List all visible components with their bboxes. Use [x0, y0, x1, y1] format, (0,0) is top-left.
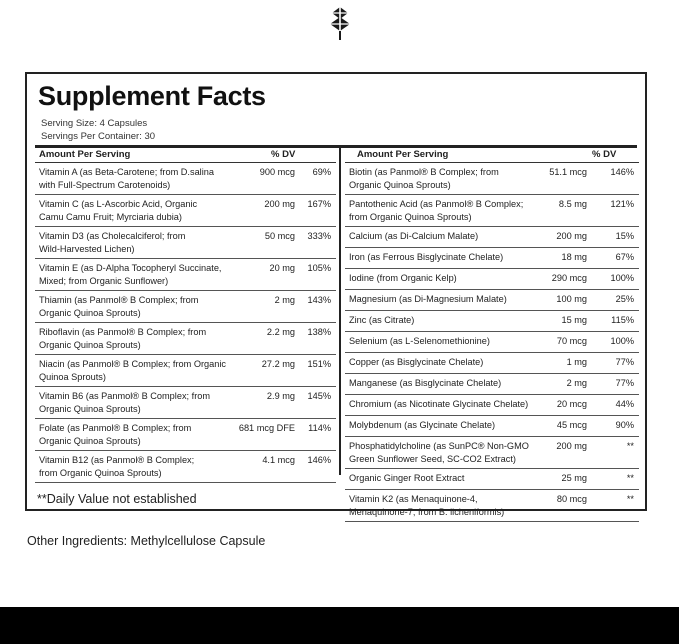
nutrient-row — [35, 227, 336, 259]
nutrient-name — [39, 390, 210, 416]
nutrient-dv: ** — [626, 494, 634, 504]
nutrient-dv: 44% — [615, 399, 634, 409]
nutrient-name-line2: Organic Quinoa Sprouts) — [349, 180, 451, 190]
nutrient-dv: 333% — [307, 231, 331, 241]
nutrient-row — [345, 469, 639, 490]
nutrient-name — [349, 335, 490, 348]
nutrient-amount: 70 mcg — [556, 336, 587, 346]
nutrient-row — [35, 419, 336, 451]
nutrient-name — [39, 198, 197, 224]
nutrient-row — [35, 291, 336, 323]
nutrient-row — [345, 227, 639, 248]
nutrient-row — [35, 451, 336, 483]
nutrient-dv: 15% — [615, 231, 634, 241]
nutrient-row — [345, 269, 639, 290]
nutrient-amount: 2.9 mg — [266, 391, 295, 401]
nutrient-name-line1: Biotin (as Panmol® B Complex; from — [349, 167, 499, 177]
nutrient-amount: 2 mg — [274, 295, 295, 305]
nutrient-name-line1: Vitamin C (as L-Ascorbic Acid, Organic — [39, 199, 198, 209]
nutrient-amount: 80 mcg — [556, 494, 587, 504]
nutrient-name-line1: Selenium (as L-Selenomethionine) — [349, 336, 490, 346]
leaf-logo-icon — [323, 4, 357, 42]
nutrient-row — [35, 387, 336, 419]
nutrient-amount: 200 mg — [556, 231, 587, 241]
nutrient-name — [349, 272, 457, 285]
nutrient-name — [349, 493, 504, 519]
nutrient-dv: 100% — [610, 336, 634, 346]
nutrient-row — [345, 163, 639, 195]
nutrient-name — [349, 166, 499, 192]
nutrient-amount: 51.1 mcg — [549, 167, 587, 177]
nutrient-name-line1: Vitamin K2 (as Menaquinone-4, — [349, 494, 478, 504]
nutrient-name-line1: Vitamin D3 (as Cholecalciferol; from — [39, 231, 186, 241]
nutrient-name-line1: Copper (as Bisglycinate Chelate) — [349, 357, 484, 367]
nutrient-name — [39, 230, 185, 256]
nutrient-row — [345, 195, 639, 227]
nutrient-dv: 146% — [610, 167, 634, 177]
nutrient-name-line2: Organic Quinoa Sprouts) — [39, 404, 141, 414]
left-column — [35, 148, 336, 483]
supplement-facts-panel — [25, 72, 647, 517]
servings-per-container: Servings Per Container: 30 — [41, 131, 156, 142]
nutrient-name — [39, 358, 226, 384]
left-column-header — [35, 148, 336, 163]
nutrient-name-line2: Mixed; from Organic Sunflower) — [39, 276, 169, 286]
nutrient-name — [349, 377, 501, 390]
amount-per-serving-header: Amount Per Serving — [39, 149, 131, 160]
nutrient-amount: 25 mg — [561, 473, 587, 483]
nutrient-name-line1: Niacin (as Panmol® B Complex; from Organic — [39, 359, 227, 369]
nutrient-row — [35, 259, 336, 291]
nutrient-dv: 143% — [307, 295, 331, 305]
nutrient-name-line1: Vitamin E (as D-Alpha Tocopheryl Succinate, — [39, 263, 222, 273]
other-ingredients: Other Ingredients: Methylcellulose Capsule — [27, 534, 266, 548]
nutrient-dv: 121% — [610, 199, 634, 209]
nutrient-amount: 2.2 mg — [266, 327, 295, 337]
nutrient-amount: 290 mcg — [551, 273, 587, 283]
nutrient-amount: 15 mg — [561, 315, 587, 325]
nutrient-name-line2: Quinoa Sprouts) — [39, 372, 106, 382]
dv-header: % DV — [271, 149, 296, 160]
nutrient-amount: 1 mg — [566, 357, 587, 367]
nutrient-name-line1: Zinc (as Citrate) — [349, 315, 415, 325]
nutrient-amount: 200 mg — [556, 441, 587, 451]
nutrient-dv: 114% — [308, 423, 331, 433]
right-column-header — [345, 148, 639, 163]
nutrient-name-line2: Wild-Harvested Lichen) — [39, 244, 135, 254]
nutrient-name-line2: Organic Quinoa Sprouts) — [39, 436, 141, 446]
nutrient-name-line1: Manganese (as Bisglycinate Chelate) — [349, 378, 502, 388]
nutrient-row — [345, 353, 639, 374]
nutrient-name — [349, 251, 503, 264]
nutrient-name-line1: Riboflavin (as Panmol® B Complex; from — [39, 327, 207, 337]
nutrient-name — [349, 398, 528, 411]
nutrient-name-line2: Organic Quinoa Sprouts) — [39, 308, 141, 318]
nutrient-dv: 167% — [307, 199, 331, 209]
nutrient-name — [39, 294, 198, 320]
nutrient-name-line2: Green Sunflower Seed, SC-CO2 Extract) — [349, 454, 516, 464]
nutrient-amount: 200 mg — [264, 199, 295, 209]
nutrient-dv: 146% — [307, 455, 331, 465]
nutrient-row — [345, 395, 639, 416]
nutrient-dv: 145% — [307, 391, 331, 401]
nutrient-dv: 77% — [615, 357, 634, 367]
nutrient-name-line2: with Full-Spectrum Carotenoids) — [39, 180, 171, 190]
nutrient-name — [349, 198, 523, 224]
nutrient-name — [39, 166, 214, 192]
column-divider — [339, 148, 341, 475]
nutrient-name-line2: Camu Camu Fruit; Myrciaria dubia) — [39, 212, 182, 222]
nutrient-amount: 18 mg — [561, 252, 587, 262]
nutrient-row — [345, 416, 639, 437]
nutrient-amount: 27.2 mg — [261, 359, 295, 369]
nutrient-dv: 90% — [615, 420, 634, 430]
nutrient-dv: 115% — [611, 315, 634, 325]
nutrient-amount: 4.1 mcg — [262, 455, 295, 465]
nutrient-name-line1: Iron (as Ferrous Bisglycinate Chelate) — [349, 252, 504, 262]
nutrient-dv: 151% — [307, 359, 331, 369]
nutrient-amount: 50 mcg — [264, 231, 295, 241]
nutrient-name-line1: Vitamin B6 (as Panmol® B Complex; from — [39, 391, 211, 401]
nutrient-amount: 100 mg — [556, 294, 587, 304]
nutrient-name-line1: Iodine (from Organic Kelp) — [349, 273, 457, 283]
nutrient-name-line2: from Organic Quinoa Sprouts) — [39, 468, 162, 478]
nutrient-name — [39, 422, 191, 448]
nutrient-row — [345, 332, 639, 353]
panel-title: Supplement Facts — [38, 81, 266, 111]
nutrient-name — [349, 472, 464, 485]
nutrient-amount: 45 mcg — [556, 420, 587, 430]
nutrient-name — [39, 326, 206, 352]
nutrient-name — [39, 262, 221, 288]
nutrient-name-line1: Phosphatidylcholine (as SunPC® Non-GMO — [349, 441, 529, 451]
nutrient-dv: 25% — [615, 294, 634, 304]
nutrient-amount: 8.5 mg — [558, 199, 587, 209]
nutrient-name-line1: Molybdenum (as Glycinate Chelate) — [349, 420, 496, 430]
nutrient-name — [349, 293, 507, 306]
nutrient-name — [349, 356, 483, 369]
dv-header: % DV — [592, 149, 617, 160]
nutrient-name-line2: Organic Quinoa Sprouts) — [39, 340, 141, 350]
nutrient-name-line2: from Organic Quinoa Sprouts) — [349, 212, 472, 222]
serving-size: Serving Size: 4 Capsules — [41, 118, 148, 129]
nutrient-name — [349, 230, 478, 243]
amount-per-serving-header: Amount Per Serving — [357, 149, 449, 160]
right-column — [345, 148, 639, 522]
nutrient-row — [345, 290, 639, 311]
nutrient-name — [39, 454, 194, 480]
nutrient-row — [345, 490, 639, 522]
nutrient-row — [345, 374, 639, 395]
nutrient-amount: 2 mg — [566, 378, 587, 388]
nutrient-dv: 138% — [307, 327, 331, 337]
nutrient-amount: 681 mcg DFE — [238, 423, 295, 433]
daily-value-footnote: **Daily Value not established — [37, 492, 197, 506]
nutrient-dv: ** — [626, 473, 634, 483]
nutrient-dv: ** — [626, 441, 634, 451]
bottom-bar — [0, 607, 679, 644]
nutrient-name-line1: Pantothenic Acid (as Panmol® B Complex; — [349, 199, 524, 209]
nutrient-row — [35, 195, 336, 227]
nutrient-name-line1: Thiamin (as Panmol® B Complex; from — [39, 295, 199, 305]
nutrient-name — [349, 314, 414, 327]
nutrient-name — [349, 419, 495, 432]
nutrient-amount: 20 mg — [269, 263, 295, 273]
nutrient-dv: 67% — [615, 252, 634, 262]
nutrient-dv: 69% — [312, 167, 331, 177]
nutrient-name-line1: Vitamin B12 (as Panmol® B Complex; — [39, 455, 195, 465]
nutrient-name-line2: Menaquinone-7; from B. licheniformis) — [349, 507, 505, 517]
nutrient-row — [345, 311, 639, 332]
nutrient-row — [35, 355, 336, 387]
nutrient-name-line1: Magnesium (as Di-Magnesium Malate) — [349, 294, 507, 304]
nutrient-name-line1: Organic Ginger Root Extract — [349, 473, 465, 483]
nutrient-row — [35, 323, 336, 355]
nutrient-name — [349, 440, 529, 466]
nutrient-dv: 105% — [307, 263, 331, 273]
nutrient-amount: 900 mcg — [259, 167, 295, 177]
nutrient-dv: 77% — [615, 378, 634, 388]
nutrient-name-line1: Chromium (as Nicotinate Glycinate Chelate) — [349, 399, 529, 409]
nutrient-row — [345, 248, 639, 269]
nutrient-amount: 20 mcg — [556, 399, 587, 409]
nutrient-name-line1: Vitamin A (as Beta-Carotene; from D.salina — [39, 167, 214, 177]
nutrient-name-line1: Folate (as Panmol® B Complex; from — [39, 423, 192, 433]
nutrient-dv: 100% — [610, 273, 634, 283]
nutrient-row — [345, 437, 639, 469]
nutrient-row — [35, 163, 336, 195]
nutrient-name-line1: Calcium (as Di-Calcium Malate) — [349, 231, 479, 241]
